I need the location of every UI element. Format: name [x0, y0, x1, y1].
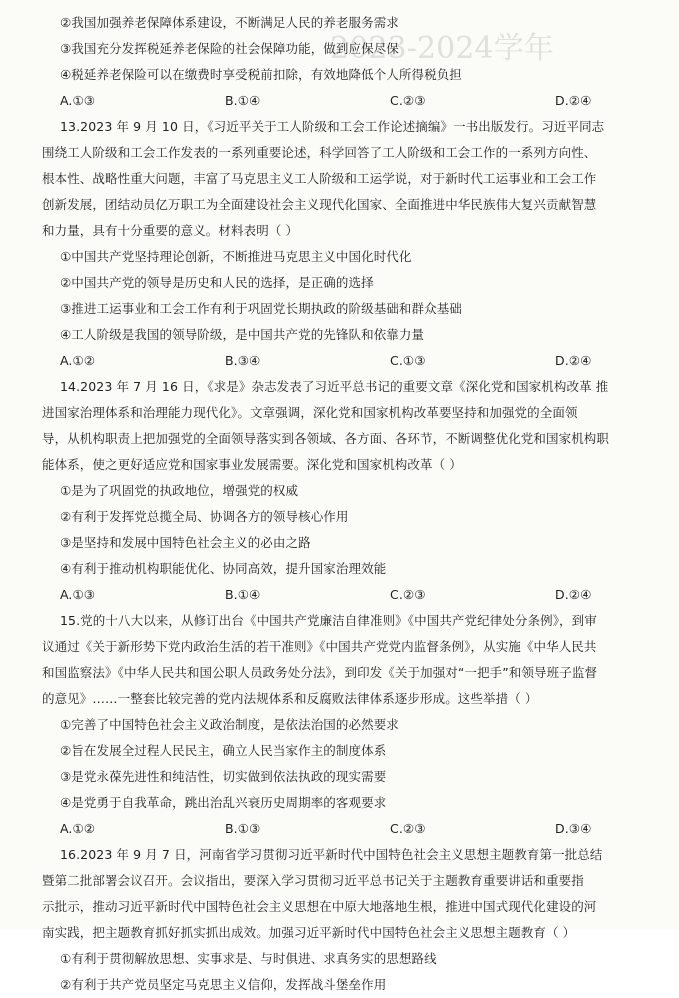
- q13-stem-line: 和力量，具有十分重要的意义。材料表明（ ）: [42, 223, 299, 238]
- q14-stem-line: 导，从机构职责上把加强党的全面领导落实到各领域、各方面、各环节，不断调整优化党和国家机构职: [42, 431, 610, 446]
- q13-answer-c: C.①③: [390, 353, 426, 368]
- q13-option-1: ①中国共产党坚持理论创新，不断推进马克思主义中国化时代化: [60, 249, 412, 264]
- q12-answer-b: B.①④: [225, 93, 261, 108]
- q16-stem-line: 16.2023 年 9 月 7 日，河南省学习贯彻习近平新时代中国特色社会主义思想主题教育第一批总结: [60, 847, 603, 862]
- q15-stem-line: 议通过《关于新形势下党内政治生活的若干准则》《中国共产党党内监督条例》，从实施《中华人民共: [42, 639, 597, 654]
- q15-stem-line: 15.党的十八大以来，从修订出台《中国共产党廉洁自律准则》《中国共产党纪律处分条例》，到审: [60, 613, 597, 628]
- q14-option-3: ③是坚持和发展中国特色社会主义的必由之路: [60, 535, 311, 550]
- q13-stem-line: 创新发展，团结动员亿万职工为全面建设社会主义现代化国家、全面推进中华民族伟大复兴贡献智慧: [42, 197, 597, 212]
- q13-stem-line: 13.2023 年 9 月 10 日，《习近平关于工人阶级和工会工作论述摘编》一书出版发行。习近平同志: [60, 119, 605, 134]
- q13-stem-line: 围绕工人阶级和工会工作发表的一系列重要论述，科学回答了工人阶级和工会工作的一系列方向性、: [42, 145, 597, 160]
- q12-option-2: ②我国加强养老保障体系建设，不断满足人民的养老服务需求: [60, 15, 399, 30]
- q13-stem-line: 根本性、战略性重大问题，丰富了马克思主义工人阶级和工运学说，对于新时代工运事业和工会工作: [42, 171, 597, 186]
- q14-answer-b: B.①④: [225, 587, 261, 602]
- q13-answer-b: B.③④: [225, 353, 261, 368]
- q15-option-1: ①完善了中国特色社会主义政治制度，是依法治国的必然要求: [60, 717, 399, 732]
- q14-option-1: ①是为了巩固党的执政地位，增强党的权威: [60, 483, 299, 498]
- q15-option-4: ④是党勇于自我革命，跳出治乱兴衰历史周期率的客观要求: [60, 795, 387, 810]
- q14-option-2: ②有利于发挥党总揽全局、协调各方的领导核心作用: [60, 509, 349, 524]
- q16-stem-line: 暨第二批部署会议召开。会议指出，要深入学习贯彻习近平总书记关于主题教育重要讲话和重要指: [42, 873, 584, 888]
- q14-stem-line: 14.2023 年 7 月 16 日，《求是》杂志发表了习近平总书记的重要文章《深化党和国家机构改革 推: [60, 379, 609, 394]
- q15-answer-choices: [42, 816, 662, 842]
- q13-answer-d: D.②④: [555, 353, 592, 368]
- bleed-through-text: 2023-2024学年: [330, 31, 554, 66]
- q15-option-2: ②旨在发展全过程人民民主，确立人民当家作主的制度体系: [60, 743, 387, 758]
- q12-answer-a: A.①③: [60, 93, 96, 108]
- q12-answer-d: D.②④: [555, 93, 592, 108]
- q13-option-3: ③推进工运事业和工会工作有利于巩固党长期执政的阶级基础和群众基础: [60, 301, 462, 316]
- q12-option-4: ④税延养老保险可以在缴费时享受税前扣除，有效地降低个人所得税负担: [60, 67, 462, 82]
- q15-option-3: ③是党永葆先进性和纯洁性，切实做到依法执政的现实需要: [60, 769, 387, 784]
- q16-option-1: ①有利于贯彻解放思想、实事求是、与时俱进、求真务实的思想路线: [60, 951, 437, 966]
- q15-answer-b: B.①③: [225, 821, 261, 836]
- q14-answer-c: C.②③: [390, 587, 426, 602]
- q13-option-2: ②中国共产党的领导是历史和人民的选择，是正确的选择: [60, 275, 374, 290]
- q13-answer-choices: [42, 348, 662, 374]
- q14-option-4: ④有利于推动机构职能优化、协同高效，提升国家治理效能: [60, 561, 387, 576]
- q15-answer-c: C.②③: [390, 821, 426, 836]
- q16-stem-line: 南实践，把主题教育抓好抓实抓出成效。加强习近平新时代中国特色社会主义思想主题教育（ ）: [42, 925, 576, 940]
- q15-answer-a: A.①②: [60, 821, 96, 836]
- q14-answer-choices: [42, 582, 662, 608]
- q12-answer-choices: [42, 88, 662, 114]
- q14-answer-a: A.①③: [60, 587, 96, 602]
- q12-option-3: ③我国充分发挥税延养老保险的社会保障功能，做到应保尽保: [60, 41, 399, 56]
- q16-option-2: ②有利于共产党员坚定马克思主义信仰，发挥战斗堡垒作用: [60, 977, 387, 992]
- q16-stem-line: 示批示，推动习近平新时代中国特色社会主义思想在中原大地落地生根，推进中国式现代化建设的河: [42, 899, 597, 914]
- exam-content: [42, 10, 662, 998]
- q15-stem-line: 和国监察法》《中华人民共和国公职人员政务处分法》，到印发《关于加强对“一把手”和领导班子监督: [42, 665, 598, 680]
- q15-answer-d: D.③④: [555, 821, 592, 836]
- q13-answer-a: A.①②: [60, 353, 96, 368]
- q14-answer-d: D.②④: [555, 587, 592, 602]
- q12-answer-c: C.②③: [390, 93, 426, 108]
- q14-stem-line: 进国家治理体系和治理能力现代化》。文章强调，深化党和国家机构改革要坚持和加强党的全面领: [42, 405, 578, 420]
- q14-stem-line: 能体系，使之更好适应党和国家事业发展需要。深化党和国家机构改革（ ）: [42, 457, 462, 472]
- q15-stem-line: 的意见》……一整套比较完善的党内法规体系和反腐败法律体系逐步形成。这些举措（ ）: [42, 691, 538, 706]
- q13-option-4: ④工人阶级是我国的领导阶级，是中国共产党的先锋队和依靠力量: [60, 327, 425, 342]
